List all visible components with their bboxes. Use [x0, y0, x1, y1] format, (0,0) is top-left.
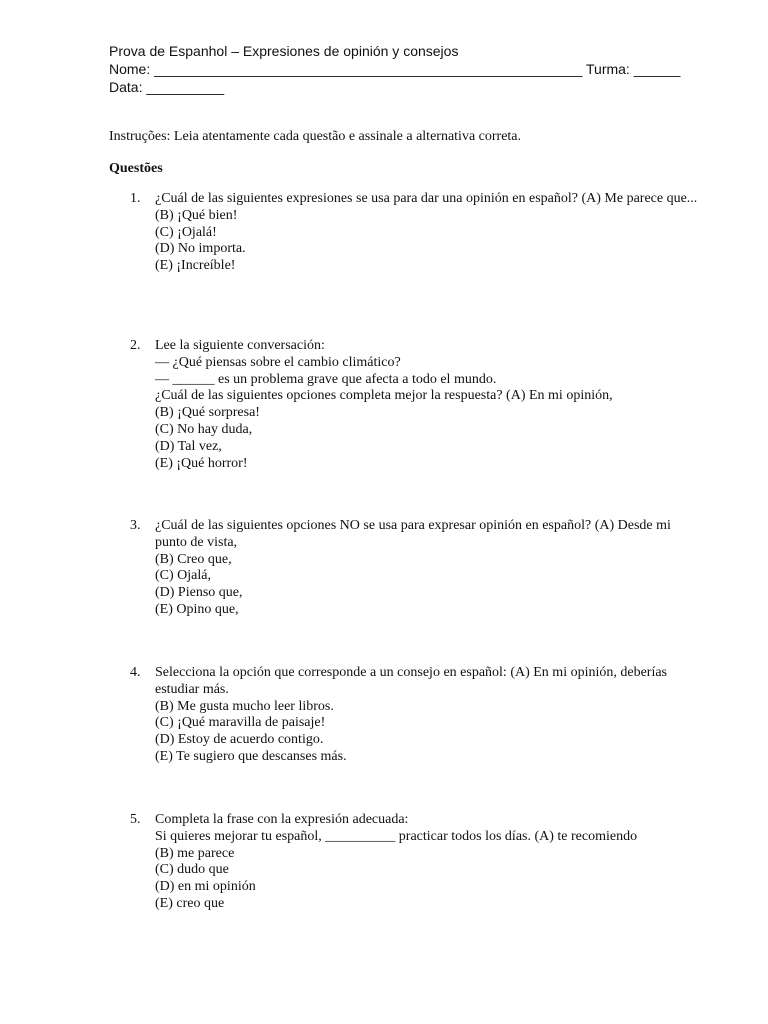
question-number: 2. [130, 338, 141, 353]
conversation-line: — ______ es un problema grave que afecta a todo el mundo. [155, 371, 497, 387]
question-stem-line: Lee la siguiente conversación: [155, 338, 325, 353]
question-stem-line: Si quieres mejorar tu español, __________ practicar todos los días. (A) te recomiendo [155, 828, 638, 844]
question-number: 3. [130, 518, 141, 533]
instructions-text: Instruções: Leia atentamente cada questão e assinale a alternativa correta. [109, 129, 522, 144]
question-number: 4. [130, 665, 141, 680]
option-d: (D) No importa. [155, 241, 246, 257]
option-d: (D) Pienso que, [155, 585, 243, 601]
option-b: (B) Me gusta mucho leer libros. [155, 698, 334, 714]
option-c: (C) ¡Qué maravilla de paisaje! [155, 715, 326, 731]
option-e: (E) Te sugiero que descanses más. [155, 748, 347, 764]
question-number: 5. [130, 812, 141, 827]
question-2 [130, 338, 700, 472]
option-d: (D) Tal vez, [155, 438, 222, 454]
name-class-line: Nome: _______________________________________________________ Turma: ______ [109, 61, 681, 77]
question-5 [130, 812, 700, 913]
conversation-line: — ¿Qué piensas sobre el cambio climático? [155, 354, 401, 370]
date-line: Data: __________ [109, 79, 225, 95]
question-1 [130, 191, 700, 275]
option-b: (B) ¡Qué bien! [155, 207, 238, 223]
option-d: (D) en mi opinión [155, 879, 256, 895]
option-e: (E) ¡Qué horror! [155, 455, 248, 471]
option-c: (C) dudo que [155, 862, 229, 878]
question-3 [130, 518, 700, 619]
question-stem: Selecciona la opción que corresponde a un consejo en español: (A) En mi opinión, deberías estudiar más. [155, 665, 668, 697]
question-number: 1. [130, 191, 141, 206]
question-stem: ¿Cuál de las siguientes expresiones se usa para dar una opinión en español? (A) Me parece que... [155, 191, 698, 206]
option-b: (B) Creo que, [155, 551, 232, 567]
option-e: (E) ¡Increíble! [155, 258, 236, 274]
option-e: (E) Opino que, [155, 601, 239, 617]
questions-heading: Questões [109, 161, 163, 176]
option-b: (B) ¡Qué sorpresa! [155, 405, 260, 421]
question-stem: ¿Cuál de las siguientes opciones NO se usa para expresar opinión en español? (A) Desde mi punto de vista, [155, 518, 671, 550]
option-c: (C) No hay duda, [155, 421, 253, 437]
option-e: (E) creo que [155, 895, 225, 911]
option-c: (C) ¡Ojalá! [155, 224, 217, 240]
exam-title: Prova de Espanhol – Expresiones de opinión y consejos [109, 43, 459, 59]
question-stem-line: ¿Cuál de las siguientes opciones completa mejor la respuesta? (A) En mi opinión, [155, 388, 613, 404]
question-4 [130, 665, 700, 766]
option-c: (C) Ojalá, [155, 568, 211, 584]
option-d: (D) Estoy de acuerdo contigo. [155, 732, 324, 748]
exam-header [109, 42, 729, 96]
option-b: (B) me parece [155, 845, 235, 861]
question-stem-line: Completa la frase con la expresión adecuada: [155, 812, 409, 827]
